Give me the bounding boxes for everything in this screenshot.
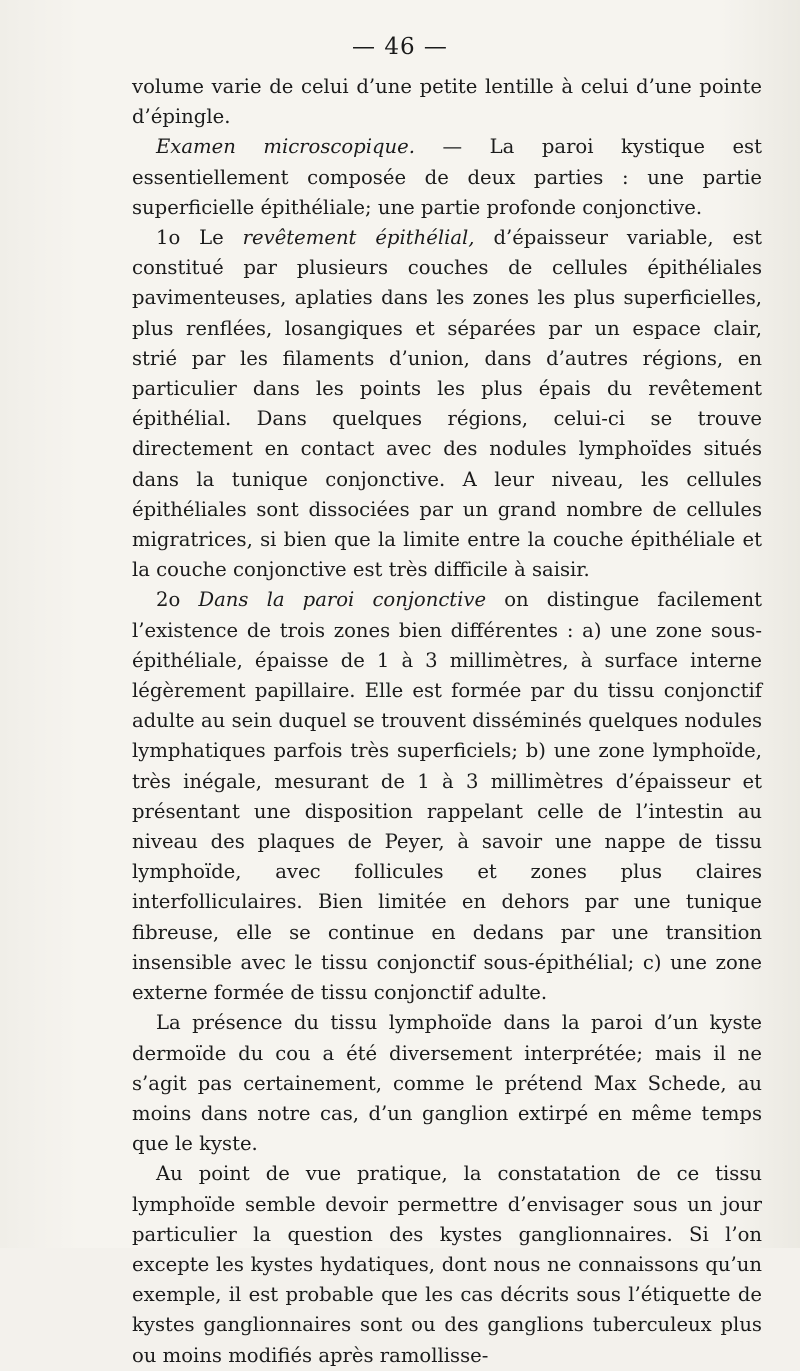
paragraph-6-text: Au point de vue pratique, la constatation de ce tissu lymphoïde semble devoir permettre d’envisager sous un jour particulier la question des kystes ganglionnaires. Si l’on excepte les kystes hydatiques, dont nous ne connaissons qu’un exemple, il est probable que les cas décrits sous l’étiquette de kystes ganglionnaires sont ou des ganglions tuberculeux plus ou moins modifiés après ramollisse-: [132, 1162, 762, 1367]
paragraph-4-text: on distingue facilement l’existence de trois zones bien différentes : a) une zone sous-épithéliale, épaisse de 1 à 3 millimètres, à surface interne légèrement papillaire. Elle est formée par du tissu conjonctif adulte au sein duquel se trouvent disséminés quelques nodules lymphatiques parfois très superficiels; b) une zone lymphoïde, très inégale, mesurant de 1 à 3 millimètres d’épaisseur et présentant une disposition rappelant celle de l’intestin au niveau des plaques de Peyer, à savoir une nappe de tissu lymphoïde, avec follicules et zones plus claires interfolliculaires. Bien limitée en dehors par une tunique fibreuse, elle se continue en dedans par une transition insensible avec le tissu conjonctif sous-épithélial; c) une zone externe formée de tissu conjonctif adulte.: [132, 588, 762, 1005]
paragraph-2-heading: Examen microscopique.: [156, 135, 415, 159]
paragraph-3-number: 1o Le: [156, 226, 243, 250]
paragraph-5: [132, 1008, 762, 1159]
paragraph-3-heading: revêtement épithélial,: [242, 226, 475, 250]
body-text: [132, 72, 762, 1371]
paragraph-4-heading: Dans la paroi conjonctive: [198, 588, 487, 612]
paragraph-3-text: d’épaisseur variable, est constitué par plusieurs couches de cellules épithéliales pavimenteuses, aplaties dans les zones les plus superficielles, plus renflées, losangiques et séparées par un espace clair, strié par les filaments d’union, dans d’autres régions, en particulier dans les points les plus épais du revêtement épithélial. Dans quelques régions, celui-ci se trouve directement en contact avec des nodules lymphoïdes situés dans la tunique conjonctive. A leur niveau, les cellules épithéliales sont dissociées par un grand nombre de cellules migratrices, si bien que la limite entre la couche épithéliale et la couche conjonctive est très difficile à saisir.: [132, 226, 763, 582]
page-number: — 46 —: [352, 34, 448, 60]
paragraph-4: [132, 585, 762, 1008]
paragraph-3: [132, 223, 762, 585]
paragraph-2-text: — La paroi kystique est essentiellement composée de deux parties : une partie superficielle épithéliale; une partie profonde conjonctive.: [132, 135, 762, 219]
paragraph-4-number: 2o: [156, 588, 199, 612]
paragraph-1-text: volume varie de celui d’une petite lentille à celui d’une pointe d’épingle.: [132, 75, 762, 129]
paragraph-1: [132, 72, 762, 132]
paragraph-6: [132, 1159, 762, 1370]
paragraph-5-text: La présence du tissu lymphoïde dans la paroi d’un kyste dermoïde du cou a été diversement interprétée; mais il ne s’agit pas certainement, comme le prétend Max Schede, au moins dans notre cas, d’un ganglion extirpé en même temps que le kyste.: [132, 1011, 762, 1156]
paragraph-2: [132, 132, 762, 223]
